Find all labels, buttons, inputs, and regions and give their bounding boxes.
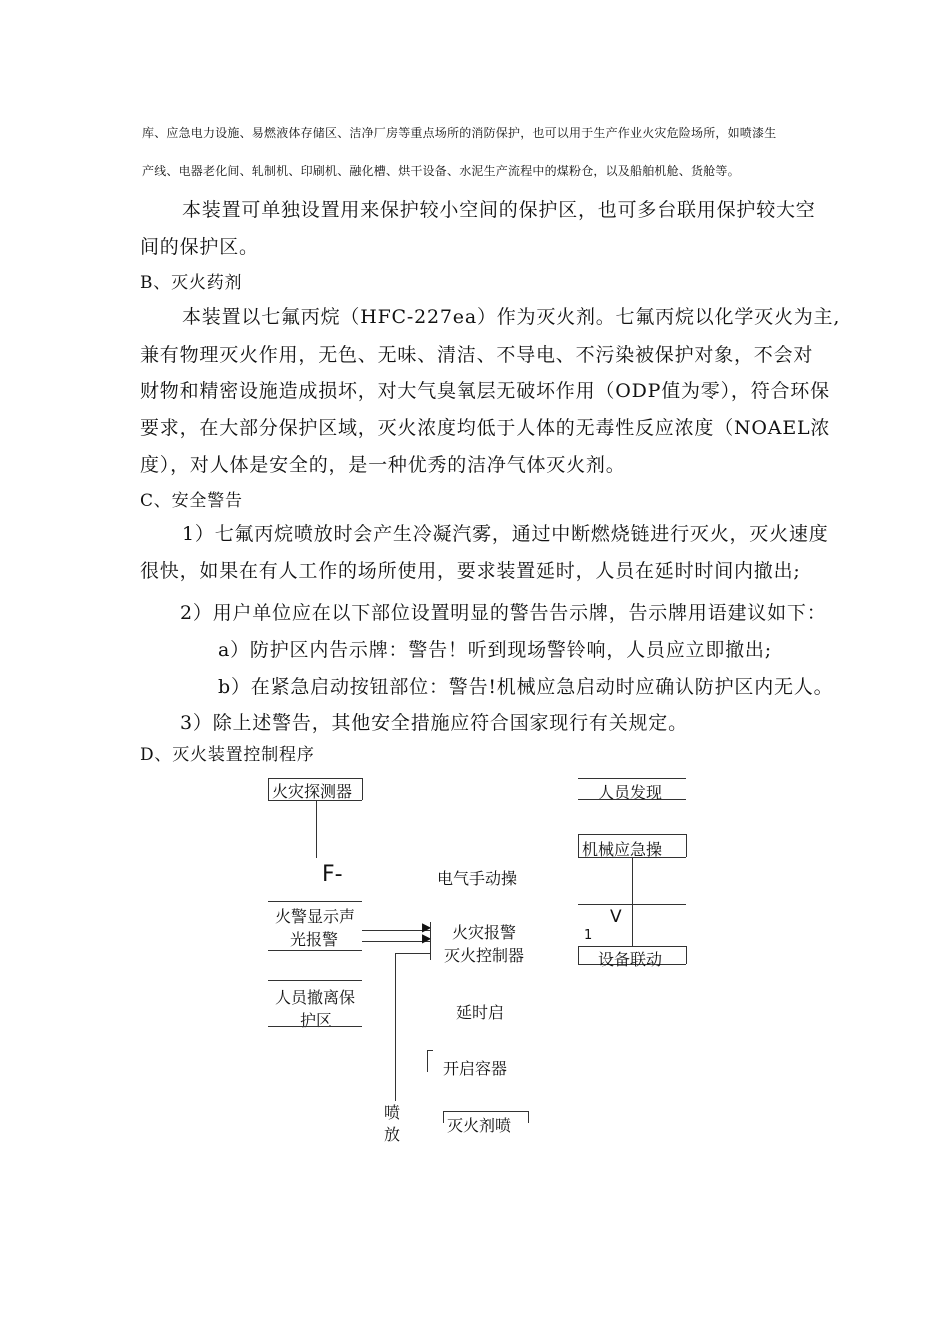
arrow-line-1 [362,930,430,931]
controller-line-2-wrap [444,943,525,965]
return-horizontal-line [395,953,430,954]
evacuate-line-1: 人员撤离保 [275,988,356,1007]
mech-left-line [578,834,579,857]
warning-item-2b: b）在紧急启动按钮部位：警告!机械应急启动时应确认防护区内无人。 [218,676,834,698]
agent-spray-top-line [443,1111,528,1112]
arrow-line-2 [362,941,430,942]
section-b-line-4: 要求，在大部分保护区域，灭火浓度均低于人体的无毒性反应浓度（NOAEL浓 [140,417,831,439]
section-d-heading: D、灭火装置控制程序 [140,745,315,765]
section-b-line-2: 兼有物理灭火作用，无色、无味、清洁、不导电、不污染被保护对象，不会对 [140,344,814,366]
warning-item-2: 2）用户单位应在以下部位设置明显的警告告示牌，告示牌用语建议如下： [180,602,827,624]
warning-item-1-line-1: 1）七氟丙烷喷放时会产生冷凝汽雾，通过中断燃烧链进行灭火，灭火速度 [182,523,829,545]
linkage-wrap [598,947,663,969]
install-line-1: 本装置可单独设置用来保护较小空间的保护区，也可多台联用保护较大空 [182,199,816,221]
linkage-left-line [578,946,579,964]
intro-line-2: 产线、电器老化间、轧制机、印刷机、融化槽、烘干设备、水泥生产流程中的煤粉仓，以及船舶机舱、货舱等。 [142,164,740,178]
electric-manual-label [437,866,518,888]
spray-line-2: 放 [384,1125,401,1144]
intro-line-1: 库、应急电力设施、易燃液体存储区、洁净厂房等重点场所的消防保护，也可以用于生产作业火灾危险场所，如喷漆生 [142,126,777,140]
mech-emergency-label: 机械应急操 [582,840,663,859]
v-mark: V [610,907,622,927]
open-container-wrap [443,1056,508,1078]
section-b-line-1: 本装置以七氟丙烷（HFC-227ea）作为灭火剂。七氟丙烷以化学灭火为主, [182,306,841,328]
agent-spray-right-line [528,1111,529,1123]
delay-label-wrap [456,1000,505,1022]
open-container-bracket [427,1050,428,1072]
section-b-line-5: 度），对人体是安全的，是一种优秀的洁净气体灭火剂。 [140,454,626,476]
mech-right-line [686,834,687,857]
return-vertical-line [395,953,396,1101]
controller-line-1: 火灾报警 [452,923,517,942]
mech-connector [632,857,633,947]
alarm-display-line-1: 火警显示声 [275,907,356,926]
evacuate-bottom-line [268,1026,362,1027]
open-container-bracket-top [427,1050,433,1051]
alarm-top-line [268,901,362,902]
controller-line-2: 灭火控制器 [444,946,525,965]
section-b-line-3: 财物和精密设施造成损坏，对大气臭氧层无破坏作用（ODP值为零），符合环保 [140,380,830,402]
warning-item-3: 3）除上述警告，其他安全措施应符合国家现行有关规定。 [180,712,688,734]
spray-line-1: 喷 [384,1103,401,1122]
fire-detector-label: 火灾探测器 [272,782,353,801]
install-line-2: 间的保护区。 [140,236,259,258]
warning-item-2a: a）防护区内告示牌：警告！听到现场警铃响，人员应立即撤出; [218,639,772,661]
evacuate-top-line [268,980,362,981]
person-found-bottom-line [578,799,686,800]
detector-left-line [268,778,269,800]
evacuate-line-2: 护区 [300,1011,333,1030]
agent-spray-wrap [447,1113,512,1135]
one-mark: 1 [584,928,593,943]
mech-mid-line [578,904,686,905]
detector-connector [316,800,317,858]
delay-label: 延时启 [456,1003,505,1022]
agent-spray-label: 灭火剂喷 [447,1116,512,1135]
f-mark: F- [322,862,343,887]
controller-left-line [430,922,431,960]
open-container-label: 开启容器 [443,1059,508,1078]
arrow-head-2-icon: ▶ [422,931,432,945]
warning-item-1-line-2: 很快，如果在有人工作的场所使用，要求装置延时，人员在延时时间内撤出; [140,560,801,582]
electric-manual-text: 电气手动操 [437,869,518,888]
device-linkage-label: 设备联动 [598,950,663,969]
alarm-bottom-line [268,950,362,951]
person-found-top-line [578,778,686,779]
section-b-heading: B、灭火药剂 [140,273,243,293]
section-c-heading: C、安全警告 [140,491,243,511]
spray-line-2-wrap [384,1122,401,1144]
alarm-display-line-2: 光报警 [290,930,339,949]
person-found-label: 人员发现 [598,783,663,802]
linkage-right-line [686,946,687,964]
mech-top-line [578,834,686,835]
arrow-head-1-icon: ▶ [422,920,432,934]
detector-right-line [362,778,363,800]
agent-spray-left-line [443,1111,444,1123]
